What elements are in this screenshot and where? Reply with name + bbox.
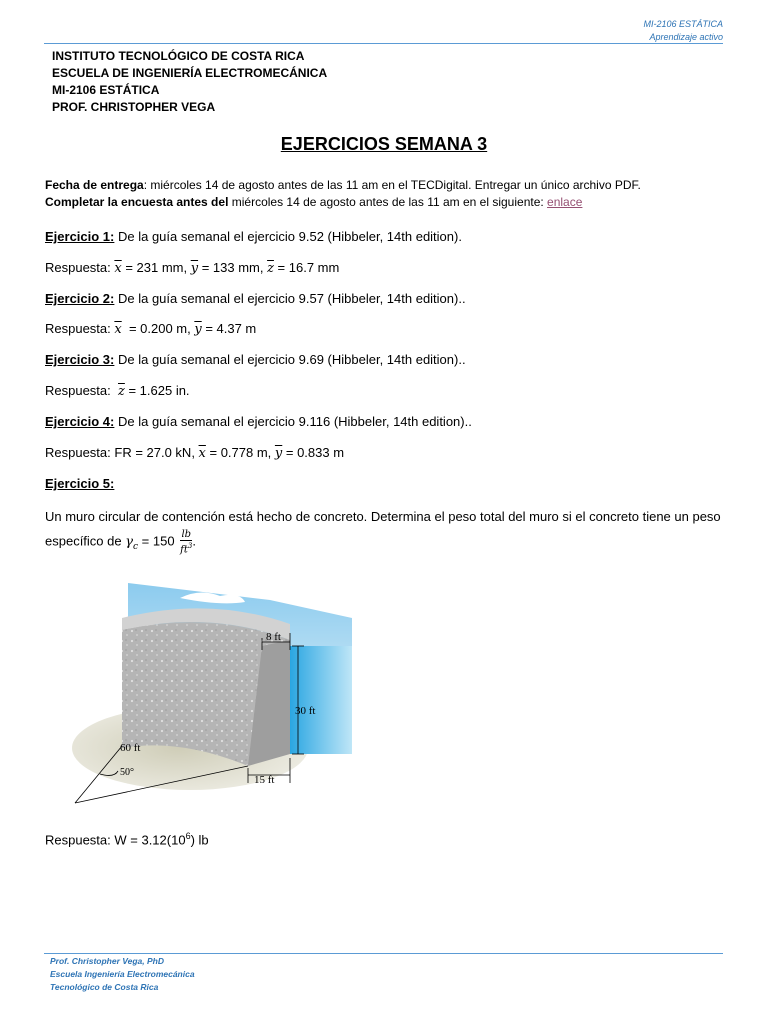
exercise-label: Ejercicio 5: bbox=[45, 476, 115, 491]
exercise-4 bbox=[45, 414, 472, 429]
x-bar-symbol: $\overline{x}$ bbox=[198, 446, 206, 461]
problem-5-statement bbox=[45, 505, 735, 559]
survey-line bbox=[45, 194, 725, 211]
water-icon bbox=[290, 646, 352, 754]
gamma-symbol: γ bbox=[125, 534, 133, 550]
header-course: MI-2106 ESTÁTICA bbox=[643, 19, 723, 29]
survey-label: Completar la encuesta antes del bbox=[45, 195, 229, 209]
header-tagline: Aprendizaje activo bbox=[649, 32, 723, 42]
answer-suffix: ) lb bbox=[190, 832, 209, 848]
answer-prefix: Respuesta: bbox=[45, 260, 115, 275]
unit-fraction bbox=[180, 529, 192, 555]
x-bar-symbol: $\overline{x}$ bbox=[114, 261, 122, 276]
answer-prefix: Respuesta: bbox=[45, 321, 115, 336]
radius-label: 60 ft bbox=[120, 742, 141, 754]
page-header bbox=[643, 18, 723, 44]
y-bar-symbol: $\overline{y}$ bbox=[274, 446, 283, 461]
survey-text: miércoles 14 de agosto antes de las 11 am en el siguiente: bbox=[228, 195, 548, 209]
height-label: 30 ft bbox=[295, 705, 316, 717]
x-value: = 231 mm, bbox=[121, 260, 191, 275]
y-value: = 0.833 m bbox=[282, 445, 345, 460]
due-text: : miércoles 14 de agosto antes de las 11 am en el TECDigital. Entregar un único archivo PDF. bbox=[143, 178, 641, 192]
page-footer bbox=[50, 955, 195, 994]
footer-professor: Prof. Christopher Vega, PhD bbox=[50, 956, 164, 966]
denominator-base: ft bbox=[180, 544, 188, 556]
answer-2 bbox=[45, 321, 256, 337]
survey-link[interactable]: enlace bbox=[547, 195, 583, 209]
exercise-label: Ejercicio 2: bbox=[45, 291, 115, 306]
answer-5 bbox=[45, 831, 209, 847]
x-bar-symbol: $\overline{x}$ bbox=[114, 322, 122, 337]
z-bar-symbol: $\overline{z}$ bbox=[267, 261, 274, 276]
y-bar-symbol: $\overline{y}$ bbox=[194, 322, 202, 337]
retaining-wall-figure bbox=[70, 578, 355, 808]
course-name: MI-2106 ESTÁTICA bbox=[52, 83, 160, 97]
y-bar-symbol: $\overline{y}$ bbox=[190, 261, 199, 276]
footer-rule bbox=[44, 953, 723, 954]
exercise-label: Ejercicio 1: bbox=[45, 229, 115, 244]
y-value: = 4.37 m bbox=[201, 321, 257, 336]
answer-4 bbox=[45, 445, 344, 461]
y-value: = 133 mm, bbox=[198, 260, 268, 275]
answer-3 bbox=[45, 383, 190, 399]
gamma-value: = 150 bbox=[138, 533, 179, 549]
answer-prefix: Respuesta: FR = 27.0 kN, bbox=[45, 445, 199, 460]
exercise-3 bbox=[45, 352, 466, 367]
exercise-1 bbox=[45, 229, 462, 244]
base-label: 15 ft bbox=[254, 774, 275, 786]
page-title: EJERCICIOS SEMANA 3 bbox=[280, 134, 488, 154]
exercise-text: De la guía semanal el ejercicio 9.57 (Hibbeler, 14th edition).. bbox=[114, 291, 466, 306]
answer-prefix: Respuesta: bbox=[45, 383, 118, 398]
footer-institution: Tecnológico de Costa Rica bbox=[50, 982, 159, 992]
exercise-text: De la guía semanal el ejercicio 9.69 (Hibbeler, 14th edition).. bbox=[114, 352, 466, 367]
exercise-text: De la guía semanal el ejercicio 9.52 (Hibbeler, 14th edition). bbox=[114, 229, 462, 244]
institution-block bbox=[52, 48, 327, 116]
exercise-text: De la guía semanal el ejercicio 9.116 (Hibbeler, 14th edition).. bbox=[114, 414, 472, 429]
z-bar-symbol: $\overline{z}$ bbox=[118, 384, 125, 399]
school-name: ESCUELA DE INGENIERÍA ELECTROMECÁNICA bbox=[52, 66, 328, 80]
exercise-2 bbox=[45, 291, 466, 306]
instructions bbox=[45, 177, 725, 211]
x-value: = 0.778 m, bbox=[205, 445, 275, 460]
gamma-subscript: c bbox=[133, 542, 139, 553]
answer-prefix: Respuesta: W = 3.12(10 bbox=[45, 832, 186, 848]
z-value: = 1.625 in. bbox=[124, 383, 190, 398]
problem-text: Un muro circular de contención está hecho de concreto. Determina el peso total del muro si el concreto tiene un peso específico de bbox=[45, 509, 721, 549]
fraction-numerator: lb bbox=[181, 529, 192, 540]
due-date-line bbox=[45, 177, 725, 194]
angle-label: 50° bbox=[120, 767, 134, 778]
footer-school: Escuela Ingeniería Electromecánica bbox=[50, 969, 195, 979]
answer-1 bbox=[45, 260, 339, 276]
fraction-denominator bbox=[180, 541, 192, 555]
z-value: = 16.7 mm bbox=[273, 260, 340, 275]
denominator-exponent: 3 bbox=[187, 542, 193, 550]
exercise-5 bbox=[45, 476, 114, 491]
thickness-label: 8 ft bbox=[266, 631, 281, 643]
professor-name: PROF. CHRISTOPHER VEGA bbox=[52, 100, 216, 114]
exercise-label: Ejercicio 3: bbox=[45, 352, 115, 367]
due-label: Fecha de entrega bbox=[45, 178, 144, 192]
period: . bbox=[192, 533, 196, 549]
x-value: = 0.200 m, bbox=[121, 321, 195, 336]
header-rule bbox=[44, 43, 723, 44]
exercise-label: Ejercicio 4: bbox=[45, 414, 115, 429]
answer-exponent: 6 bbox=[185, 831, 191, 841]
institution-name: INSTITUTO TECNOLÓGICO DE COSTA RICA bbox=[52, 49, 305, 63]
